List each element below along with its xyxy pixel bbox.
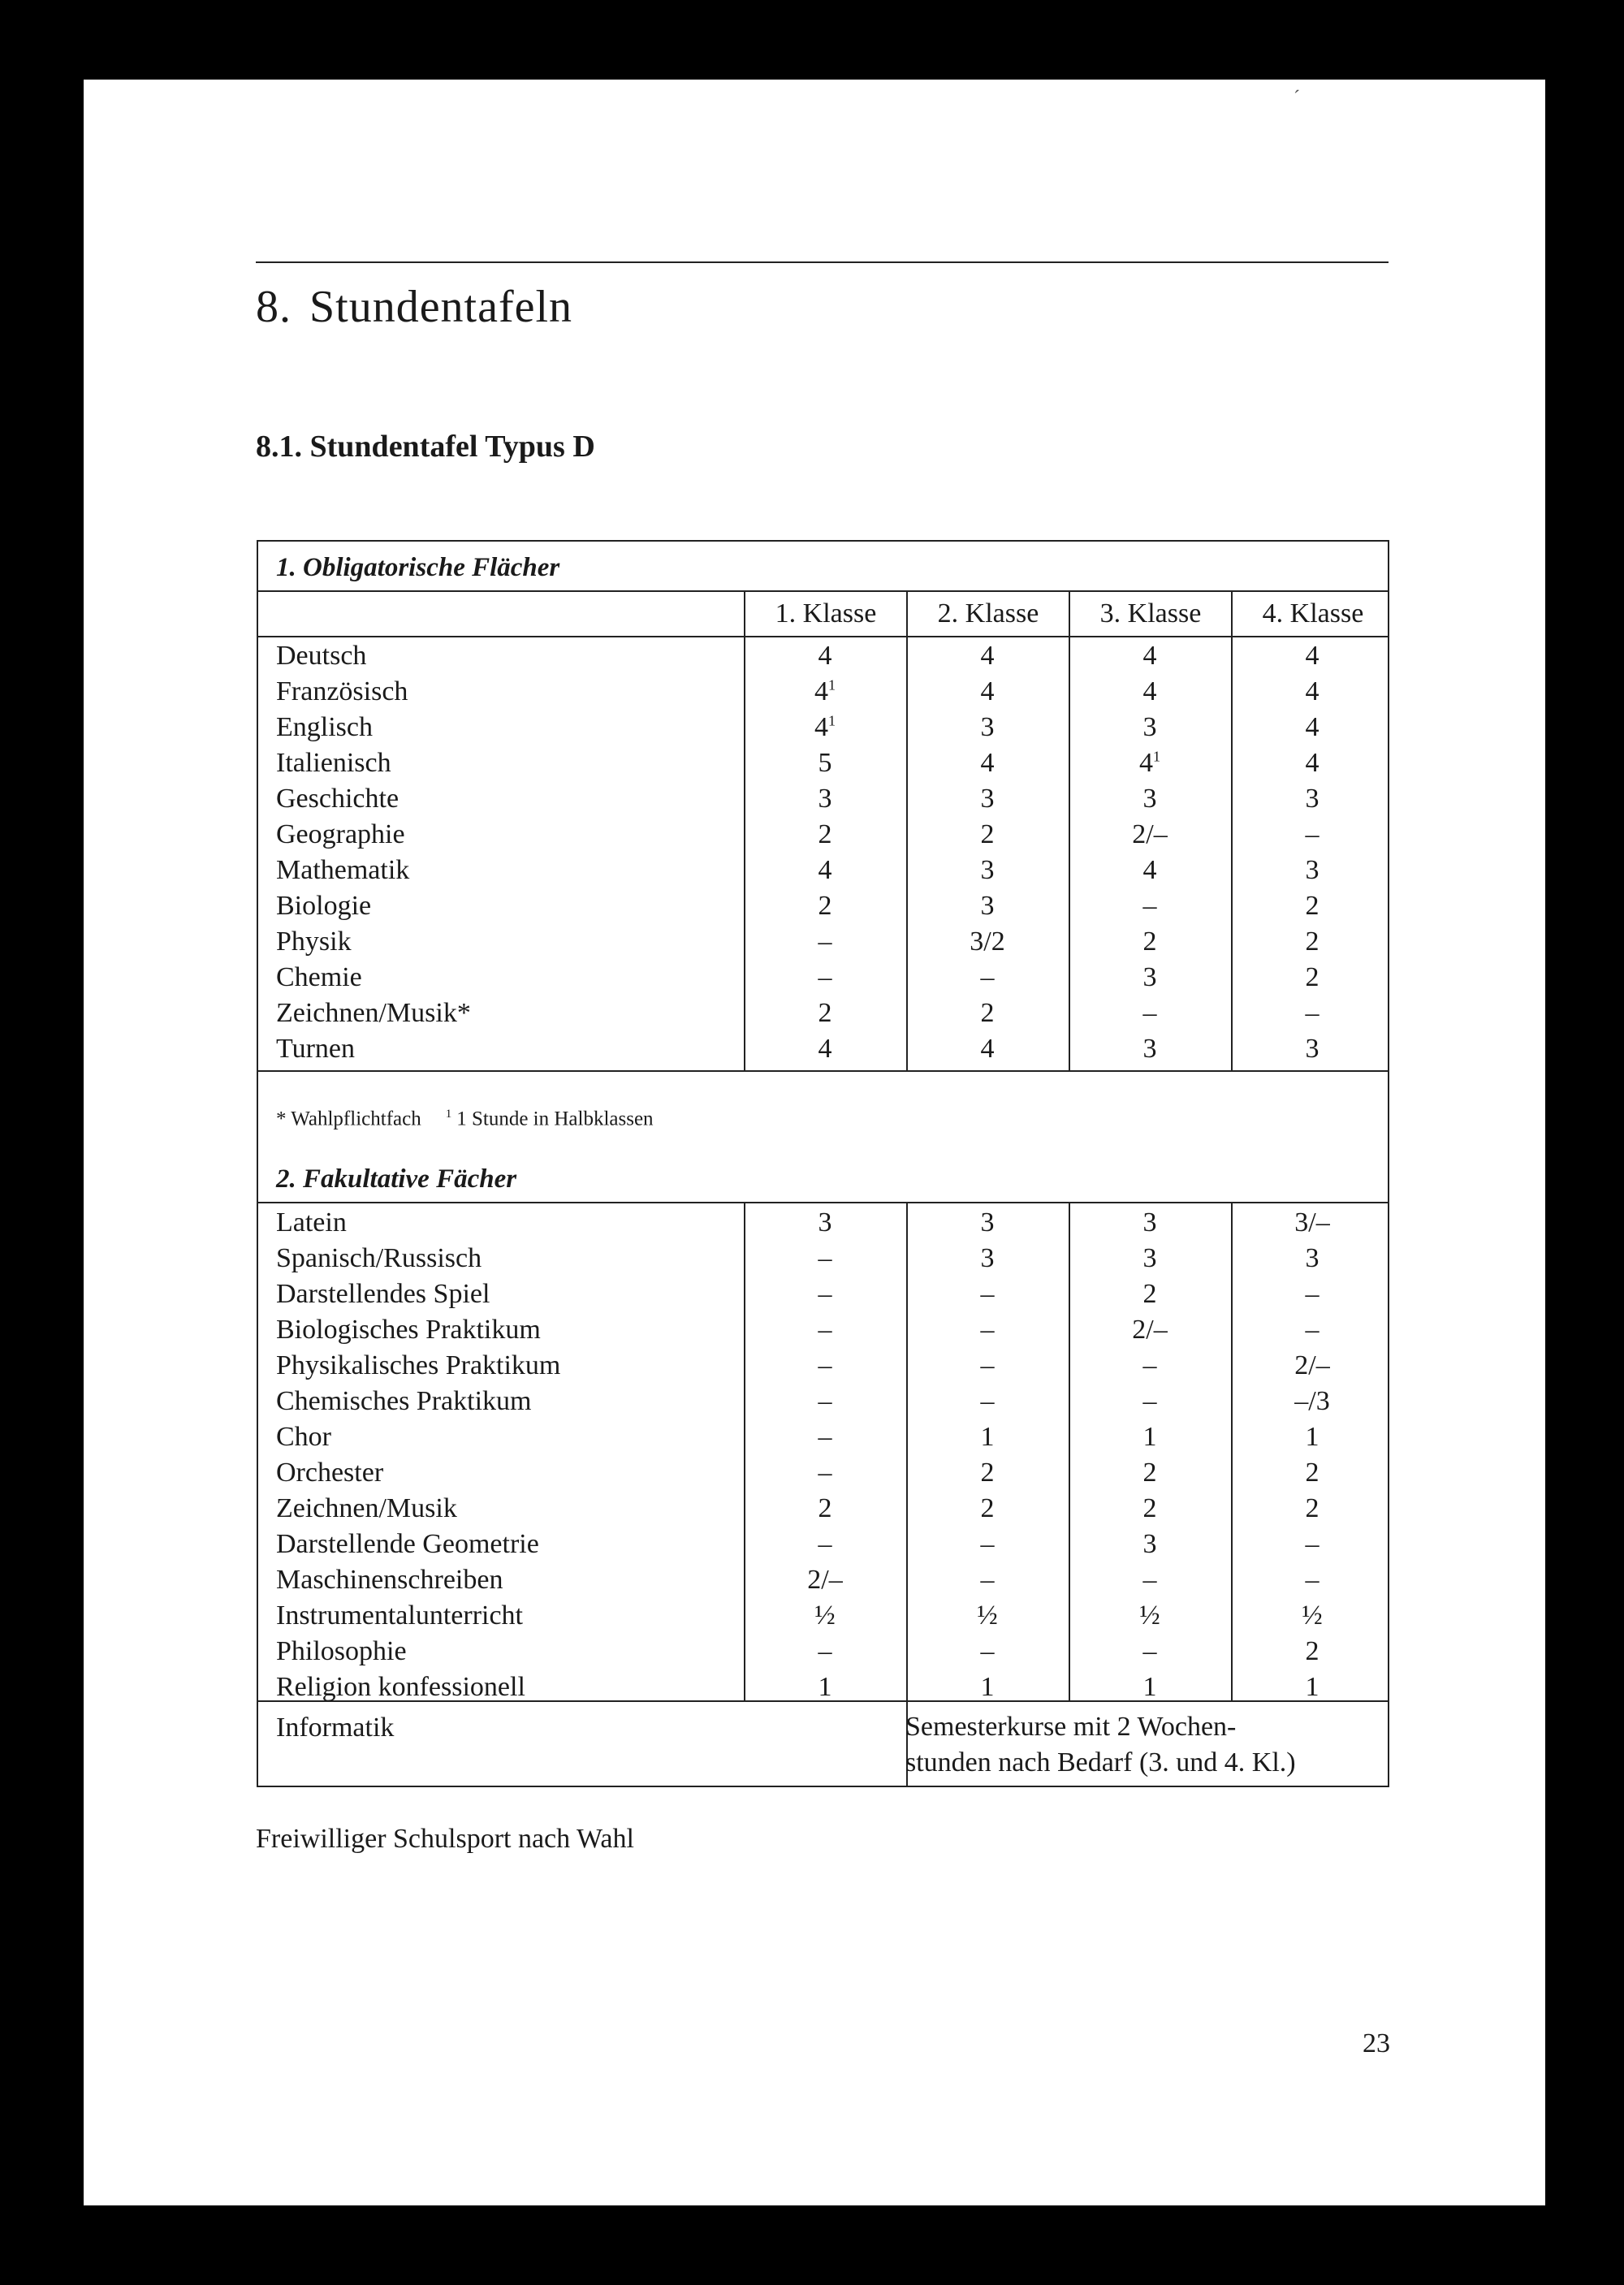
hours-value: – <box>980 1529 995 1559</box>
hours-value: 3 <box>1142 1529 1157 1559</box>
subject-label: Chemie <box>276 962 362 992</box>
hours-value: 3 <box>818 1207 832 1238</box>
hours-value: 4 <box>1142 855 1157 885</box>
hours-cell <box>1231 1672 1393 1703</box>
hours-cell <box>744 676 906 707</box>
subject-label: Physik <box>276 927 352 957</box>
hours-cell <box>1069 1315 1231 1346</box>
hours-value: 4 <box>1305 641 1320 671</box>
hours-value: – <box>1142 1350 1157 1380</box>
page-number: 23 <box>1363 2028 1390 2058</box>
hours-cell <box>1231 712 1393 743</box>
hours-cell <box>744 819 906 850</box>
hours-cell <box>1069 676 1231 707</box>
subject-label: Französisch <box>276 676 408 706</box>
footnote-marker: 1 <box>445 1108 452 1121</box>
hours-value: – <box>1305 1529 1320 1559</box>
hours-cell <box>906 927 1069 957</box>
hours-value: ½ <box>814 1600 836 1631</box>
hours-cell <box>1231 1315 1393 1346</box>
hours-cell <box>906 784 1069 814</box>
table-row <box>276 1565 1389 1600</box>
column-header: 1. Klasse <box>775 598 877 628</box>
subject-label: Physikalisches Praktikum <box>276 1350 561 1380</box>
hours-value: – <box>1305 1279 1320 1309</box>
hours-value: 3 <box>818 784 832 814</box>
hours-cell <box>906 1243 1069 1274</box>
hours-value: – <box>818 1636 832 1666</box>
subject-label: Geschichte <box>276 784 400 814</box>
table-row <box>276 1458 1389 1493</box>
hours-value: – <box>1142 1386 1157 1416</box>
hours-value: – <box>818 1279 832 1309</box>
hours-cell <box>1231 855 1393 886</box>
hours-cell <box>906 962 1069 993</box>
hours-value: 4 <box>1139 748 1153 778</box>
table-row <box>276 1529 1389 1565</box>
subject-label: Turnen <box>276 1034 355 1064</box>
column-header: 2. Klasse <box>937 598 1039 628</box>
hours-cell <box>1231 1350 1393 1381</box>
hours-value: – <box>980 1636 995 1666</box>
table-row <box>276 1350 1389 1386</box>
table-row <box>276 784 1389 819</box>
table-row <box>276 1034 1389 1069</box>
hours-value: 2 <box>818 1493 832 1523</box>
hours-cell <box>1069 1386 1231 1417</box>
subject-label: Geographie <box>276 819 405 849</box>
hours-value: – <box>1142 1636 1157 1666</box>
hours-cell <box>744 1279 906 1310</box>
hours-cell <box>906 1279 1069 1310</box>
hours-value: 3 <box>1305 784 1320 814</box>
hours-value: 3 <box>1305 1034 1320 1064</box>
hours-cell <box>744 927 906 957</box>
hours-cell <box>906 1529 1069 1560</box>
hours-value: – <box>818 927 832 957</box>
hours-cell <box>1231 1529 1393 1560</box>
hours-cell <box>906 1636 1069 1667</box>
subject-label: Biologie <box>276 891 372 921</box>
hours-cell <box>1231 891 1393 922</box>
hours-cell <box>1069 1493 1231 1524</box>
hours-value: 2 <box>1142 927 1157 957</box>
hours-value: 2 <box>980 998 995 1028</box>
hours-value: 3 <box>980 712 995 742</box>
hours-cell <box>744 1386 906 1417</box>
column-header: 4. Klasse <box>1262 598 1364 628</box>
hours-cell <box>906 819 1069 850</box>
hours-value: 4 <box>1305 676 1320 706</box>
hours-value: – <box>818 1529 832 1559</box>
table-row <box>276 1315 1389 1350</box>
informatik-note-line: stunden nach Bedarf (3. und 4. Kl.) <box>905 1747 1296 1777</box>
hours-cell <box>1069 1636 1231 1667</box>
hours-value: 1 <box>1305 1672 1320 1702</box>
hours-value: – <box>980 962 995 992</box>
hours-value: 4 <box>980 641 995 671</box>
hours-value: 2 <box>1305 1493 1320 1523</box>
hours-cell <box>1069 748 1231 779</box>
hours-value: – <box>818 1243 832 1273</box>
hours-value: 2 <box>1305 962 1320 992</box>
hours-value: 3 <box>980 891 995 921</box>
hours-value: – <box>1305 819 1320 849</box>
hours-cell <box>1231 676 1393 707</box>
hours-value: 4 <box>818 1034 832 1064</box>
hours-cell <box>906 712 1069 743</box>
schedule-table <box>257 540 1389 1787</box>
hours-cell <box>906 1386 1069 1417</box>
hours-value: – <box>1142 1565 1157 1595</box>
hours-cell <box>906 1315 1069 1346</box>
hours-value: 4 <box>980 1034 995 1064</box>
hours-cell <box>744 1422 906 1453</box>
hours-value: 2 <box>1305 891 1320 921</box>
hours-value: – <box>818 962 832 992</box>
hours-cell <box>1069 1529 1231 1560</box>
hours-value: – <box>1142 891 1157 921</box>
hours-value: 1 <box>818 1672 832 1702</box>
subject-label: Instrumentalunterricht <box>276 1600 524 1631</box>
hours-cell <box>906 891 1069 922</box>
hours-value: – <box>980 1279 995 1309</box>
hours-value: 2/– <box>807 1565 843 1595</box>
hours-value: 4 <box>980 676 995 706</box>
hours-value: – <box>818 1422 832 1452</box>
hours-value: 2 <box>818 998 832 1028</box>
hours-value: 3 <box>1142 784 1157 814</box>
hours-value: – <box>1305 1315 1320 1345</box>
footnote-wahlpflicht: * Wahlpflichtfach <box>276 1108 421 1130</box>
hours-cell <box>906 1565 1069 1596</box>
hours-cell <box>1069 927 1231 957</box>
hours-cell <box>1231 784 1393 814</box>
hours-value: – <box>980 1350 995 1380</box>
hours-cell <box>1231 962 1393 993</box>
table-row <box>276 855 1389 891</box>
hours-cell <box>744 1565 906 1596</box>
subject-label: Biologisches Praktikum <box>276 1315 541 1345</box>
hours-cell <box>744 1034 906 1065</box>
hours-value: 4 <box>818 855 832 885</box>
hours-cell <box>1069 962 1231 993</box>
hours-value: 5 <box>818 748 832 778</box>
hours-cell <box>1231 1207 1393 1238</box>
table-row <box>276 1207 1389 1243</box>
hours-value: – <box>818 1458 832 1488</box>
hours-cell <box>1231 641 1393 672</box>
hours-value: – <box>818 1386 832 1416</box>
table-row <box>276 927 1389 962</box>
hours-value: 3 <box>1305 855 1320 885</box>
hours-value: ½ <box>1139 1600 1160 1631</box>
hours-value: 2/– <box>1294 1350 1330 1380</box>
hours-cell <box>906 676 1069 707</box>
subject-label: Latein <box>276 1207 347 1238</box>
table-row <box>276 1279 1389 1315</box>
hours-cell <box>744 1672 906 1703</box>
subject-label: Deutsch <box>276 641 367 671</box>
scan-mark: ´ <box>1294 88 1300 109</box>
hours-value: 3 <box>1142 1207 1157 1238</box>
column-header: 3. Klasse <box>1099 598 1202 628</box>
hours-value: 2 <box>1305 927 1320 957</box>
subject-label: Chor <box>276 1422 331 1452</box>
hours-value: 3 <box>1142 1243 1157 1273</box>
hours-cell <box>906 855 1069 886</box>
hours-cell <box>1069 819 1231 850</box>
hours-cell <box>744 891 906 922</box>
hours-value: 2 <box>980 1493 995 1523</box>
hours-value: 3 <box>980 784 995 814</box>
section-heading: 8.1. Stundentafel Typus D <box>256 430 595 464</box>
hours-cell <box>906 1600 1069 1631</box>
hours-value: 4 <box>980 748 995 778</box>
subject-label: Orchester <box>276 1458 384 1488</box>
hours-cell <box>906 1422 1069 1453</box>
table-row <box>276 1600 1389 1636</box>
chapter-rule <box>256 261 1389 263</box>
table-rule <box>258 636 1388 637</box>
hours-cell <box>1069 784 1231 814</box>
hours-cell <box>1231 998 1393 1029</box>
hours-cell <box>744 1207 906 1238</box>
hours-cell <box>744 712 906 743</box>
part1-title: 1. Obligatorische Flächer <box>276 553 560 582</box>
hours-cell <box>1231 1493 1393 1524</box>
hours-value: 4 <box>1142 641 1157 671</box>
table-row <box>276 676 1389 712</box>
hours-cell <box>906 1207 1069 1238</box>
hours-value: 3 <box>1142 1034 1157 1064</box>
hours-cell <box>906 1034 1069 1065</box>
table-row <box>276 1672 1389 1708</box>
hours-cell <box>1069 855 1231 886</box>
hours-cell <box>1069 1422 1231 1453</box>
table-row <box>276 998 1389 1034</box>
hours-value: – <box>980 1315 995 1345</box>
hours-cell <box>744 641 906 672</box>
chapter-heading <box>256 281 572 333</box>
table-footnote <box>276 1108 654 1130</box>
hours-cell <box>744 998 906 1029</box>
hours-cell <box>1069 998 1231 1029</box>
hours-value: – <box>980 1386 995 1416</box>
hours-value: 1 <box>980 1672 995 1702</box>
hours-value: 4 <box>814 712 828 742</box>
hours-value: 3/– <box>1294 1207 1330 1238</box>
hours-cell <box>1231 1386 1393 1417</box>
subject-label: Zeichnen/Musik <box>276 1493 457 1523</box>
hours-cell <box>906 1493 1069 1524</box>
hours-cell <box>1069 712 1231 743</box>
hours-value: 1 <box>1142 1422 1157 1452</box>
table-rule <box>258 590 1388 592</box>
hours-cell <box>1069 891 1231 922</box>
informatik-note-line: Semesterkurse mit 2 Wochen- <box>905 1712 1237 1742</box>
hours-value: – <box>980 1565 995 1595</box>
hours-cell <box>1069 641 1231 672</box>
hours-value: 4 <box>1305 748 1320 778</box>
footnote-ref: 1 <box>1153 748 1160 765</box>
hours-cell <box>906 1350 1069 1381</box>
hours-cell <box>1231 819 1393 850</box>
hours-cell <box>1069 1279 1231 1310</box>
footnote-ref: 1 <box>828 712 836 729</box>
table-row <box>276 1243 1389 1279</box>
hours-value: ½ <box>1302 1600 1323 1631</box>
hours-cell <box>744 1636 906 1667</box>
bottom-note: Freiwilliger Schulsport nach Wahl <box>256 1824 634 1854</box>
footnote-halbklassen: 1 Stunde in Halbklassen <box>456 1108 654 1130</box>
hours-cell <box>906 1458 1069 1488</box>
table-rule <box>258 1202 1388 1203</box>
hours-cell <box>1231 1279 1393 1310</box>
table-row <box>276 891 1389 927</box>
subject-label: Chemisches Praktikum <box>276 1386 532 1416</box>
hours-value: 3 <box>1142 962 1157 992</box>
subject-label: Maschinenschreiben <box>276 1565 503 1595</box>
hours-cell <box>1231 748 1393 779</box>
hours-cell <box>744 1458 906 1488</box>
hours-value: 4 <box>1142 676 1157 706</box>
hours-cell <box>906 1672 1069 1703</box>
hours-value: –/3 <box>1294 1386 1330 1416</box>
hours-value: 2/– <box>1132 819 1168 849</box>
hours-value: – <box>818 1350 832 1380</box>
hours-cell <box>906 748 1069 779</box>
table-row <box>276 819 1389 855</box>
hours-cell <box>744 855 906 886</box>
document-page <box>84 80 1545 2205</box>
table-row <box>276 641 1389 676</box>
hours-cell <box>1231 1243 1393 1274</box>
hours-cell <box>1069 1034 1231 1065</box>
hours-value: 2 <box>818 819 832 849</box>
hours-cell <box>1231 927 1393 957</box>
hours-cell <box>1069 1207 1231 1238</box>
table-row <box>276 962 1389 998</box>
hours-cell <box>906 641 1069 672</box>
subject-label: Darstellendes Spiel <box>276 1279 490 1309</box>
hours-value: 3 <box>980 855 995 885</box>
hours-value: 4 <box>818 641 832 671</box>
hours-value: 2 <box>1142 1458 1157 1488</box>
hours-value: 3 <box>980 1207 995 1238</box>
hours-value: – <box>818 1315 832 1345</box>
hours-value: 2 <box>818 891 832 921</box>
hours-cell <box>1231 1422 1393 1453</box>
subject-label: Englisch <box>276 712 373 742</box>
subject-label: Zeichnen/Musik* <box>276 998 471 1028</box>
hours-cell <box>744 1243 906 1274</box>
informatik-subject: Informatik <box>276 1713 395 1743</box>
hours-value: 2 <box>1142 1279 1157 1309</box>
hours-cell <box>744 1529 906 1560</box>
hours-value: 3/2 <box>970 927 1005 957</box>
hours-value: 3 <box>980 1243 995 1273</box>
hours-cell <box>1231 1636 1393 1667</box>
table-row <box>276 1422 1389 1458</box>
table-row <box>276 1636 1389 1672</box>
hours-cell <box>744 1493 906 1524</box>
subject-label: Darstellende Geometrie <box>276 1529 539 1559</box>
hours-cell <box>744 1315 906 1346</box>
hours-cell <box>1069 1243 1231 1274</box>
hours-value: 3 <box>1142 712 1157 742</box>
hours-cell <box>1069 1672 1231 1703</box>
informatik-note <box>905 1709 1376 1781</box>
hours-value: 2 <box>980 819 995 849</box>
hours-cell <box>1069 1458 1231 1488</box>
hours-value: – <box>1305 998 1320 1028</box>
table-rule <box>258 1070 1388 1072</box>
hours-value: ½ <box>977 1600 998 1631</box>
hours-cell <box>1231 1034 1393 1065</box>
hours-value: 4 <box>1305 712 1320 742</box>
hours-value: 2 <box>1305 1458 1320 1488</box>
table-row <box>276 748 1389 784</box>
hours-value: 4 <box>814 676 828 706</box>
subject-label: Spanisch/Russisch <box>276 1243 482 1273</box>
hours-cell <box>906 998 1069 1029</box>
hours-cell <box>744 748 906 779</box>
table-row <box>276 1493 1389 1529</box>
chapter-number: 8. <box>256 282 292 332</box>
hours-cell <box>744 1350 906 1381</box>
hours-value: – <box>1142 998 1157 1028</box>
hours-value: 3 <box>1305 1243 1320 1273</box>
hours-cell <box>744 962 906 993</box>
hours-cell <box>1231 1565 1393 1596</box>
chapter-title: Stundentafeln <box>309 282 573 332</box>
hours-value: 1 <box>1305 1422 1320 1452</box>
hours-value: 2 <box>1305 1636 1320 1666</box>
hours-cell <box>1231 1600 1393 1631</box>
subject-label: Italienisch <box>276 748 391 778</box>
hours-cell <box>744 784 906 814</box>
hours-value: – <box>1305 1565 1320 1595</box>
hours-value: 2 <box>1142 1493 1157 1523</box>
hours-cell <box>1231 1458 1393 1488</box>
hours-value: 1 <box>980 1422 995 1452</box>
hours-cell <box>1069 1600 1231 1631</box>
subject-label: Religion konfessionell <box>276 1672 525 1702</box>
hours-cell <box>744 1600 906 1631</box>
subject-label: Philosophie <box>276 1636 407 1666</box>
hours-cell <box>1069 1565 1231 1596</box>
part2-title: 2. Fakultative Fächer <box>276 1164 517 1194</box>
table-row <box>276 1386 1389 1422</box>
table-row <box>276 712 1389 748</box>
hours-value: 2/– <box>1132 1315 1168 1345</box>
subject-label: Mathematik <box>276 855 410 885</box>
hours-value: 1 <box>1142 1672 1157 1702</box>
footnote-ref: 1 <box>828 676 836 693</box>
hours-cell <box>1069 1350 1231 1381</box>
hours-value: 2 <box>980 1458 995 1488</box>
